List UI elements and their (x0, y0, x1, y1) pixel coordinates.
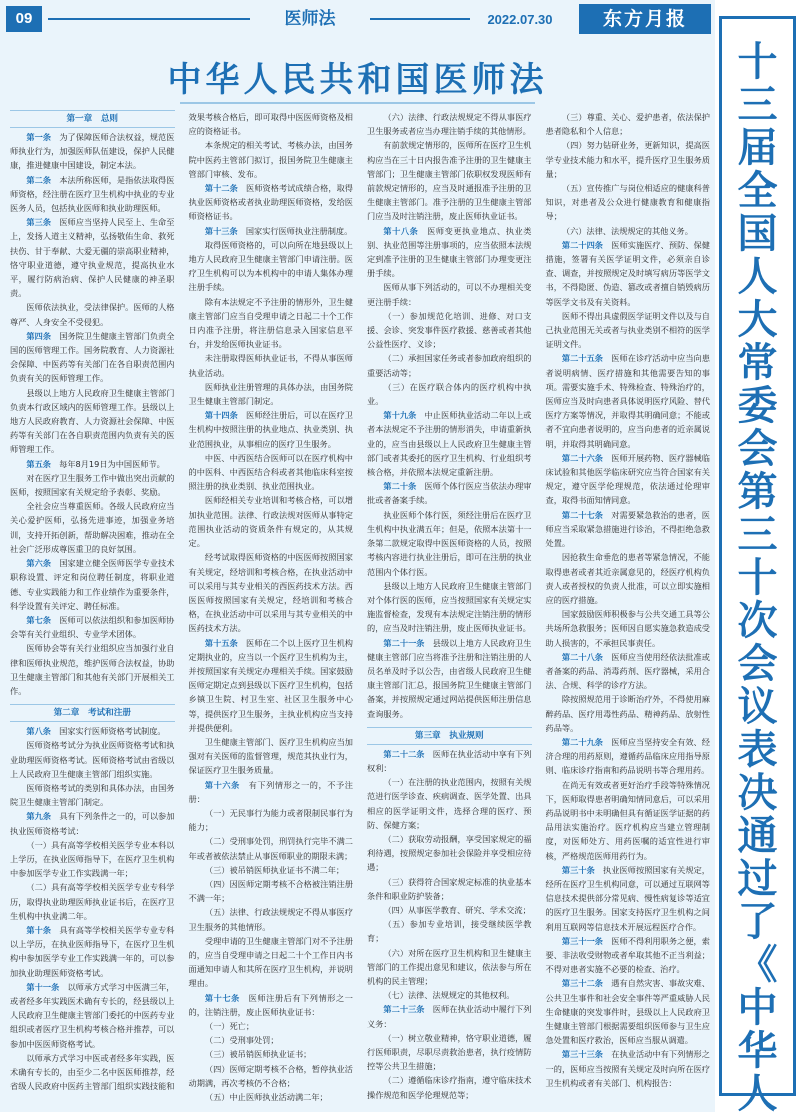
article-text: 医师在二个以上医疗卫生机构定期执业的，应当以一个医疗卫生机构为主，并按照国家有关规定办理相关手续。国家鼓励医师定期定点到县级以下医疗卫生机构，包括乡镇卫生院、村卫生室、社区卫生服务中心等，提供医疗卫生服务，主执业机构应当支持并提供便利。 (188, 637, 353, 733)
article-paragraph (189, 877, 354, 905)
article-label: 第十五条 (204, 637, 247, 648)
article-paragraph (367, 1073, 532, 1101)
article-paragraph (10, 613, 175, 641)
chapter-heading: 第二章 考试和注册 (10, 704, 175, 722)
article-paragraph (546, 934, 711, 977)
article-text: （四）因医师定期考核不合格被注销注册不满一年； (188, 878, 353, 904)
article-text: （一）死亡； (204, 1021, 255, 1031)
article-text: （五）宣传推广与岗位相适应的健康科普知识，对患者及公众进行健康教育和健康指导； (545, 183, 710, 222)
article-paragraph (189, 408, 354, 451)
article-text: （一）无民事行为能力或者限制民事行为能力； (188, 807, 353, 833)
article-text: 本条规定的相关考试、考核办法，由国务院中医药主管部门拟订，报国务院卫生健康主管部门审核、发布。 (188, 140, 353, 179)
article-text: 除按照规范用于诊断治疗外，不得使用麻醉药品、医疗用毒性药品、精神药品、放射性药品等。 (545, 694, 710, 733)
article-paragraph (367, 917, 532, 945)
article-paragraph (367, 775, 532, 832)
article-paragraph (189, 1019, 354, 1033)
article-paragraph (189, 451, 354, 494)
article-paragraph (189, 238, 354, 295)
article-paragraph (367, 579, 532, 636)
article-paragraph (10, 641, 175, 698)
article-text: （二）受刑事处罚； (204, 1035, 279, 1046)
issue-date: 2022.07.30 (470, 9, 570, 31)
article-text: 未注册取得医师执业证书，不得从事医师执业活动。 (188, 353, 353, 378)
article-label: 第一条 (26, 132, 60, 142)
article-label: 第二十九条 (561, 736, 612, 747)
chapter-heading: 第三章 执业规则 (367, 727, 532, 745)
article-text: （五）法律、行政法规规定不得从事医疗卫生服务的其他情形。 (188, 907, 353, 932)
article-paragraph (367, 408, 532, 479)
article-text: 有前款规定情形的，医师所在医疗卫生机构应当在三十日内报告准予注册的卫生健康主管部门；卫生健康主管部门依职权发现医师有前款规定情形的，应当及时通报准予注册的卫生健康主管部门。准予注册的卫生健康主管部门应当及时注销注册，废止医师执业证书。 (367, 140, 532, 222)
article-paragraph (546, 650, 711, 693)
article-text: 医师在执业活动中履行下列义务： (367, 1004, 532, 1029)
article-paragraph (189, 181, 354, 224)
article-paragraph (367, 903, 532, 917)
article-title: 中华人民共和国医师法 (167, 60, 548, 100)
article-body (10, 110, 710, 1106)
article-label: 第四条 (26, 330, 60, 341)
article-paragraph (189, 550, 354, 635)
article-text: （三）获得符合国家规定标准的执业基本条件和职业防护装备； (367, 876, 532, 901)
article-text: 医师资格考试成绩合格，取得执业医师资格或者执业助理医师资格，发给医师资格证书。 (188, 183, 353, 222)
article-text: 国家鼓励医师积极参与公共交通工具等公共场所急救服务；医师因自愿实施急救造成受助人损害的，不承担民事责任。 (545, 609, 710, 648)
side-headline-char: 次 (737, 598, 778, 644)
article-paragraph (10, 457, 175, 471)
side-headline-char: 全 (737, 168, 778, 214)
article-text: 取得医师资格的，可以向所在地县级以上地方人民政府卫生健康主管部门申请注册。医疗卫生机构可以为本机构中的申请人集体办理注册手续。 (188, 239, 353, 293)
article-label: 第三十二条 (561, 978, 612, 989)
article-paragraph (546, 138, 711, 181)
article-text: 中止医师执业活动二年以上或者本法规定不予注册的情形消失，申请重新执业的，应当由县级以上人民政府卫生健康主管部门或者其委托的医疗卫生机构、行业组织考核合格，并依照本法规定重新注册。 (367, 410, 532, 478)
article-text: 医师应当坚持人民至上、生命至上，发扬人道主义精神，弘扬敬佑生命、救死扶伤、甘于奉献、大爱无疆的崇高职业精神，恪守职业道德，遵守执业规范，提高执业水平，履行防病治病、保护人民健康的神圣职责。 (10, 217, 175, 299)
article-text: 卫生健康主管部门、医疗卫生机构应当加强对有关医师的监督管理，规范其执业行为，保证医疗卫生服务质量。 (188, 736, 353, 776)
article-paragraph (10, 724, 175, 738)
article-text: 县级以上地方人民政府卫生健康主管部门对个体行医的医师，应当按照国家有关规定实施监督检查，发现有本法规定注销注册的情形的，应当及时注销注册，废止医师执业证书。 (367, 580, 532, 634)
article-text: （六）法律、行政法规规定不得从事医疗卫生服务或者应当办理注销手续的其他情形。 (367, 112, 532, 137)
article-paragraph (10, 471, 175, 499)
article-paragraph (546, 778, 711, 863)
side-headline-char: 常 (737, 340, 778, 386)
article-label: 第二十三条 (383, 1004, 433, 1015)
article-text: 每年8月19日为中国医师节。 (59, 458, 165, 469)
article-paragraph (546, 692, 711, 735)
article-paragraph (546, 550, 711, 607)
article-paragraph (10, 329, 175, 386)
article-text: 中医、中西医结合医师可以在医疗机构中的中医科、中西医结合科或者其他临床科室按照注册的执业类别、执业范围执业。 (188, 452, 353, 492)
article-text: （六）对所在医疗卫生机构和卫生健康主管部门的工作提出意见和建议，依法参与所在机构的民主管理； (367, 947, 532, 986)
article-paragraph (189, 224, 354, 238)
side-headline-char: 十 (737, 555, 778, 601)
article-paragraph (189, 295, 354, 352)
article-paragraph (189, 863, 354, 877)
side-headline-char: 过 (737, 856, 778, 902)
article-text: 医师在诊疗活动中应当向患者说明病情、医疗措施和其他需要告知的事项。需要实施手术、特殊检查、特殊治疗的，医师应当及时向患者具体说明医疗风险、替代医疗方案等情况，并取得其明确同意；不能或者不宜向患者说明的，应当向患者的近亲属说明，并取得其明确同意。 (545, 353, 710, 449)
article-text: 全社会应当尊重医师。各级人民政府应当关心爱护医师，弘扬先进事迹，加强业务培训，支持开拓创新，帮助解决困难，推动在全社会广泛形成尊医重卫的良好氛围。 (10, 501, 175, 554)
side-headline-char: 届 (737, 125, 778, 171)
side-headline-char: 第 (737, 469, 778, 515)
side-headline-char: 议 (737, 684, 778, 730)
article-label: 第五条 (26, 458, 60, 469)
article-label: 第十八条 (383, 225, 428, 236)
article-paragraph (189, 991, 354, 1019)
article-text: 医师在执业活动中享有下列权利： (367, 748, 532, 773)
article-paragraph (367, 1031, 532, 1074)
article-paragraph (546, 863, 711, 934)
article-label: 第三十条 (561, 864, 604, 875)
article-paragraph (546, 309, 711, 352)
article-paragraph (189, 778, 354, 806)
article-text: （一）具有高等学校相关医学专业本科以上学历，在执业医师指导下，在医疗卫生机构中参加医学专业工作实践满一年； (10, 839, 175, 879)
article-label: 第十六条 (204, 779, 249, 790)
article-label: 第十条 (26, 924, 60, 935)
article-text: 在尚无有效或者更好治疗手段等特殊情况下，医师取得患者明确知情同意后，可以采用药品说明书中未明确但具有循证医学证据的药品用法实施治疗。医疗机构应当建立管理制度，对医师处方、用药医嘱的适宜性进行审核，严格规范医师用药行为。 (545, 779, 710, 861)
article-paragraph (10, 215, 175, 300)
article-text: 医师从事下列活动的，可以不办理相关变更注册手续： (367, 282, 532, 307)
article-paragraph (546, 735, 711, 778)
article-text: 县级以上地方人民政府卫生健康主管部门应当将准予注册和注销注册的人员名单及时予以公告，由省级人民政府卫生健康主管部门汇总，报国务院卫生健康主管部门备案，并按照规定通过网站提供医师注册信息查询服务。 (367, 637, 532, 719)
article-label: 第二十七条 (561, 509, 612, 520)
article-text: 医师资格考试分为执业医师资格考试和执业助理医师资格考试。医师资格考试由省级以上人民政府卫生健康主管部门组织实施。 (10, 740, 175, 779)
article-paragraph (367, 138, 532, 223)
article-paragraph (367, 832, 532, 875)
article-text: 在执业活动中有下列情形之一的，医师应当按照有关规定及时向所在医疗卫生机构或者有关部门、机构报告： (545, 1049, 710, 1088)
article-paragraph (367, 636, 532, 721)
article-text: （二）具有高等学校相关医学专业专科学历，取得执业助理医师执业证书后，在医疗卫生机构中执业满二年。 (10, 882, 175, 921)
article-text: 医师实施医疗、预防、保健措施，签署有关医学证明文件，必须亲自诊查、调查，并按照规定及时填写病历等医学文书，不得隐匿、伪造、篡改或者擅自销毁病历等医学文书及有关资料。 (545, 239, 710, 307)
article-paragraph (546, 224, 711, 238)
article-text: 医师经注册后，可以在医疗卫生机构中按照注册的执业地点、执业类别、执业范围执业，从事相应的医疗卫生服务。 (188, 410, 353, 449)
article-paragraph (10, 499, 175, 556)
article-text: 除有本法规定不予注册的情形外，卫生健康主管部门应当自受理申请之日起二十个工作日内准予注册，将注册信息录入国家信息平台，并发给医师执业证书。 (188, 296, 353, 350)
side-headline-char: 委 (737, 383, 778, 429)
article-paragraph (10, 838, 175, 881)
article-text: 国家建立健全医师医学专业技术职称设置、评定和岗位聘任制度，将职业道德、专业实践能力和工作业绩作为重要条件，科学设置有关评定、聘任标准。 (10, 558, 175, 611)
article-paragraph (546, 351, 711, 450)
article-text: 具有高等学校相关医学专业专科以上学历，在执业医师指导下，在医疗卫生机构中参加医学专业工作实践满一年的，可以参加执业助理医师资格考试。 (10, 924, 175, 978)
article-paragraph (189, 1062, 354, 1090)
article-paragraph (546, 238, 711, 309)
article-label: 第十四条 (204, 410, 247, 421)
side-headline-char: 人 (737, 254, 778, 300)
article-text: 医师应当使用经依法批准或者备案的药品、消毒药剂、医疗器械，采用合法、合规、科学的诊疗方法。 (545, 651, 710, 691)
article-paragraph (189, 806, 354, 834)
article-paragraph (546, 1047, 711, 1090)
article-label: 第二十六条 (561, 452, 612, 463)
article-paragraph (10, 386, 175, 457)
newspaper-brand: 东方月报 (579, 4, 711, 34)
side-headline-char: 了 (737, 899, 778, 945)
article-text: （六）法律、法规规定的其他义务。 (561, 225, 693, 236)
article-paragraph (10, 738, 175, 781)
article-paragraph (367, 1002, 532, 1030)
article-text: 医师经相关专业培训和考核合格，可以增加执业范围。法律、行政法规对医师从事特定范围执业活动的资质条件有规定的，从其规定。 (188, 495, 353, 549)
article-label: 第二十二条 (383, 748, 433, 759)
article-paragraph (10, 556, 175, 613)
article-label: 第六条 (26, 558, 60, 569)
article-paragraph (10, 809, 175, 837)
article-label: 第八条 (26, 726, 60, 737)
article-label: 第三十一条 (561, 935, 612, 946)
article-text: （五）中止医师执业活动满二年； (204, 1092, 328, 1103)
article-paragraph (189, 493, 354, 550)
article-text: 医师注册后有下列情形之一的，注销注册，废止医师执业证书： (188, 992, 353, 1017)
side-headline-char: 通 (737, 813, 778, 859)
article-label: 第二十八条 (561, 651, 612, 662)
side-headline-char: 十 (737, 39, 778, 85)
side-headline (722, 41, 793, 1112)
article-paragraph (10, 300, 175, 328)
section-name: 医师法 (250, 6, 370, 32)
side-headline-char: 会 (737, 426, 778, 472)
article-text: 因抢救生命垂危的患者等紧急情况，不能取得患者或者其近亲属意见的，经医疗机构负责人或者授权的负责人批准，可以立即实施相应的医疗措施。 (545, 552, 710, 605)
article-text: 以师承方式学习中医或者经多年实践，医术确有专长的，由至少二名中医医师推荐，经省级人民政府中医药主管部门组织实践技能和效果考核合格后，即可取得中医医师资格及相应的资格证书。 (10, 112, 353, 1092)
article-text: 医师应当坚持安全有效、经济合理的用药原则，遵循药品临床应用指导原则、临床诊疗指南和药品说明书等合理用药。 (545, 736, 710, 776)
article-paragraph (367, 351, 532, 379)
article-paragraph (367, 380, 532, 408)
side-headline-char: 国 (737, 211, 778, 257)
article-text: （一）在注册的执业范围内，按照有关规范进行医学诊查、疾病调查、医学处置、出具相应的医学证明文件，选择合理的医疗、预防、保健方案； (367, 777, 532, 830)
article-text: 经考试取得医师资格的中医医师按照国家有关规定，经培训和考核合格，在执业活动中可以采用与其专业相关的西医药技术方法。西医医师按照国家有关规定，经培训和考核合格，在执业活动中可以采用与其专业相关的中医药技术方法。 (188, 552, 353, 634)
article-text: 执业医师个体行医，须经注册后在医疗卫生机构中执业满五年；但是，依照本法第十一条第二款规定取得中医医师资格的人员，按照考核内容进行执业注册后，即可在注册的执业范围内个体行医。 (367, 509, 532, 577)
article-text: 医师资格考试的类别和具体办法，由国务院卫生健康主管部门制定。 (10, 782, 175, 808)
side-banner (715, 0, 800, 1112)
article-paragraph (189, 905, 354, 933)
article-text: 医师不得利用职务之便，索要、非法收受财物或者牟取其他不正当利益；不得对患者实施不必要的检查、治疗。 (545, 935, 710, 975)
article-label: 第二十条 (383, 481, 425, 492)
article-text: （三）尊重、关心、爱护患者，依法保护患者隐私和个人信息； (545, 112, 710, 137)
article-label: 第十三条 (204, 225, 246, 236)
article-paragraph (367, 747, 532, 775)
article-label: 第二条 (26, 174, 60, 185)
article-paragraph (546, 976, 711, 1047)
article-label: 第七条 (26, 614, 60, 625)
article-text: （四）医师定期考核不合格，暂停执业活动期满，再次考核仍不合格； (188, 1063, 353, 1088)
side-headline-char: 会 (737, 641, 778, 687)
article-paragraph (546, 110, 711, 138)
article-text: （一）参加规范化培训、进修、对口支援、会诊、突发事件医疗救援、慈善或者其他公益性医疗、义诊； (367, 310, 532, 350)
article-text: （七）法律、法规规定的其他权利。 (383, 990, 515, 1001)
article-text: 为了保障医师合法权益，规范医师执业行为，加强医师队伍建设，保护人民健康，推进健康中国建设，制定本法。 (10, 132, 175, 171)
article-label: 第九条 (26, 811, 60, 822)
article-text: （一）树立敬业精神，恪守职业道德，履行医师职责，尽职尽责救治患者，执行疫情防控等公共卫生措施； (367, 1032, 532, 1072)
article-text: （二）受刑事处罚，刑罚执行完毕不满二年或者被依法禁止从事医师职业的期限未满； (188, 836, 353, 861)
side-headline-char: 决 (737, 770, 778, 816)
side-headline-char: 《 (737, 942, 778, 988)
side-headline-char: 人 (737, 1071, 778, 1112)
page-header (0, 0, 715, 42)
article-paragraph (367, 280, 532, 308)
article-text: （三）在医疗联合体内的医疗机构中执业。 (367, 381, 532, 407)
side-headline-char: 大 (737, 297, 778, 343)
article-text: 医师开展药物、医疗器械临床试验和其他医学临床研究应当符合国家有关规定，遵守医学伦理规范，依法通过伦理审查，取得书面知情同意。 (545, 452, 710, 506)
article-paragraph (546, 181, 711, 224)
article-text: 县级以上地方人民政府卫生健康主管部门负责本行政区域内的医师管理工作。县级以上地方人民政府教育、人力资源社会保障、中医药等有关部门在各自职责范围内负责有关的医师管理工作。 (10, 387, 175, 455)
article-text: 本法所称医师，是指依法取得医师资格，经注册在医疗卫生机构中执业的专业医务人员，包括执业医师和执业助理医师。 (10, 174, 175, 214)
article-paragraph (189, 636, 354, 735)
article-paragraph (10, 980, 175, 1051)
article-text: 具有下列条件之一的，可以参加执业医师资格考试： (10, 811, 175, 836)
page-number: 09 (6, 6, 42, 32)
article-paragraph (10, 130, 175, 173)
article-text: 医师执业注册管理的具体办法，由国务院卫生健康主管部门制定。 (188, 381, 353, 407)
article-text: 遇有自然灾害、事故灾难、公共卫生事件和社会安全事件等严重威胁人民生命健康的突发事件时，县级以上人民政府卫生健康主管部门根据需要组织医师参与卫生应急处置和医疗救治，医师应当服从调遣。 (545, 978, 710, 1046)
article-label: 第十一条 (26, 981, 68, 992)
side-headline-char: 华 (737, 1028, 778, 1074)
article-text: 国家实行医师执业注册制度。 (245, 225, 353, 236)
article-paragraph (546, 607, 711, 650)
article-label: 第三十三条 (561, 1049, 612, 1060)
article-text: （三）被吊销医师执业证书不满二年； (204, 864, 345, 875)
article-label: 第二十四条 (561, 239, 612, 250)
article-paragraph (367, 988, 532, 1002)
article-label: 第十九条 (383, 410, 425, 421)
article-paragraph (189, 834, 354, 862)
article-text: 受理申请的卫生健康主管部门对不予注册的，应当自受理申请之日起二十个工作日内书面通知申请人和其所在医疗卫生机构，并说明理由。 (188, 935, 353, 989)
side-headline-char: 表 (737, 727, 778, 773)
article-text: （五）参加专业培训，接受继续医学教育； (367, 919, 532, 944)
article-paragraph (189, 1033, 354, 1047)
article-text: （四）努力钻研业务，更新知识，提高医学专业技术能力和水平，提升医疗卫生服务质量； (545, 140, 710, 179)
side-headline-char: 三 (737, 82, 778, 128)
article-text: 执业医师按照国家有关规定，经所在医疗卫生机构同意，可以通过互联网等信息技术提供部分常见病、慢性病复诊等适宜的医疗卫生服务。国家支持医疗卫生机构之间利用互联网等信息技术开展远程医疗合作。 (545, 864, 710, 932)
article-text: 医师不得出具虚假医学证明文件以及与自己执业范围无关或者与执业类别不相符的医学证明文件。 (545, 310, 710, 350)
article-paragraph (367, 110, 532, 138)
title-rule (180, 102, 535, 104)
article-text: （二）承担国家任务或者参加政府组织的重要活动等； (367, 353, 532, 378)
article-paragraph (189, 380, 354, 408)
article-text: 医师依法执业，受法律保护。医师的人格尊严、人身安全不受侵犯。 (10, 302, 175, 327)
side-headline-char: 中 (737, 985, 778, 1031)
article-text: （三）被吊销医师执业证书； (204, 1049, 312, 1060)
article-text: （二）获取劳动报酬，享受国家规定的福利待遇，按照规定参加社会保险并享受相应待遇； (367, 833, 532, 873)
article-label: 第二十五条 (561, 353, 612, 364)
article-paragraph (546, 508, 711, 551)
article-paragraph (10, 173, 175, 216)
article-text: 医师协会等有关行业组织应当加强行业自律和医师执业规范，维护医师合法权益，协助卫生健康主管部门和其他有关部门开展相关工作。 (10, 643, 175, 696)
article-text: 国务院卫生健康主管部门负责全国的医师管理工作。国务院教育、人力资源社会保障、中医药等有关部门在各自职责范围内负责有关的医师管理工作。 (10, 330, 175, 384)
article-paragraph (189, 934, 354, 991)
article-text: 医师变更执业地点、执业类别、执业范围等注册事项的，应当依照本法规定到准予注册的卫生健康主管部门办理变更注册手续。 (367, 225, 532, 279)
article-text: （二）遵循临床诊疗指南，遵守临床技术操作规范和医学伦理规范等； (367, 1075, 532, 1100)
article-text: 医师个体行医应当依法办理审批或者备案手续。 (367, 481, 532, 506)
article-paragraph (189, 351, 354, 379)
article-paragraph (367, 508, 532, 579)
article-label: 第十二条 (204, 183, 247, 194)
article-paragraph (189, 1047, 354, 1061)
article-paragraph (189, 735, 354, 778)
side-headline-char: 三 (737, 512, 778, 558)
article-text: 有下列情形之一的，不予注册： (188, 779, 353, 804)
article-paragraph (367, 309, 532, 352)
article-paragraph (367, 875, 532, 903)
article-text: 对在医疗卫生服务工作中做出突出贡献的医师，按照国家有关规定给予表彰、奖励。 (10, 472, 175, 498)
article-paragraph (10, 923, 175, 980)
article-paragraph (367, 946, 532, 989)
article-text: 医师可以依法组织和参加医师协会等有关行业组织、专业学术团体。 (10, 614, 175, 640)
article-paragraph (10, 781, 175, 809)
article-paragraph (10, 880, 175, 923)
article-label: 第三条 (26, 217, 60, 228)
article-paragraph (367, 224, 532, 281)
side-banner-frame (719, 16, 796, 1112)
chapter-heading: 第一章 总则 (10, 110, 175, 128)
article-text: （四）从事医学教育、研究、学术交流； (383, 904, 531, 915)
article-label: 第十七条 (204, 992, 249, 1003)
article-text: 以师承方式学习中医满三年，或者经多年实践医术确有专长的，经县级以上人民政府卫生健康主管部门委托的中医药专业组织或者医疗卫生机构考核合格并推荐，可以参加中医医师资格考试。 (10, 981, 175, 1049)
article-paragraph (189, 138, 354, 181)
article-paragraph (546, 451, 711, 508)
article-paragraph (189, 1090, 354, 1104)
article-paragraph (367, 479, 532, 507)
article-label: 第二十一条 (383, 637, 433, 648)
article-text: 对需要紧急救治的患者，医师应当采取紧急措施进行诊治，不得拒绝急救处置。 (545, 509, 710, 549)
article-text: 国家实行医师资格考试制度。 (59, 726, 166, 737)
